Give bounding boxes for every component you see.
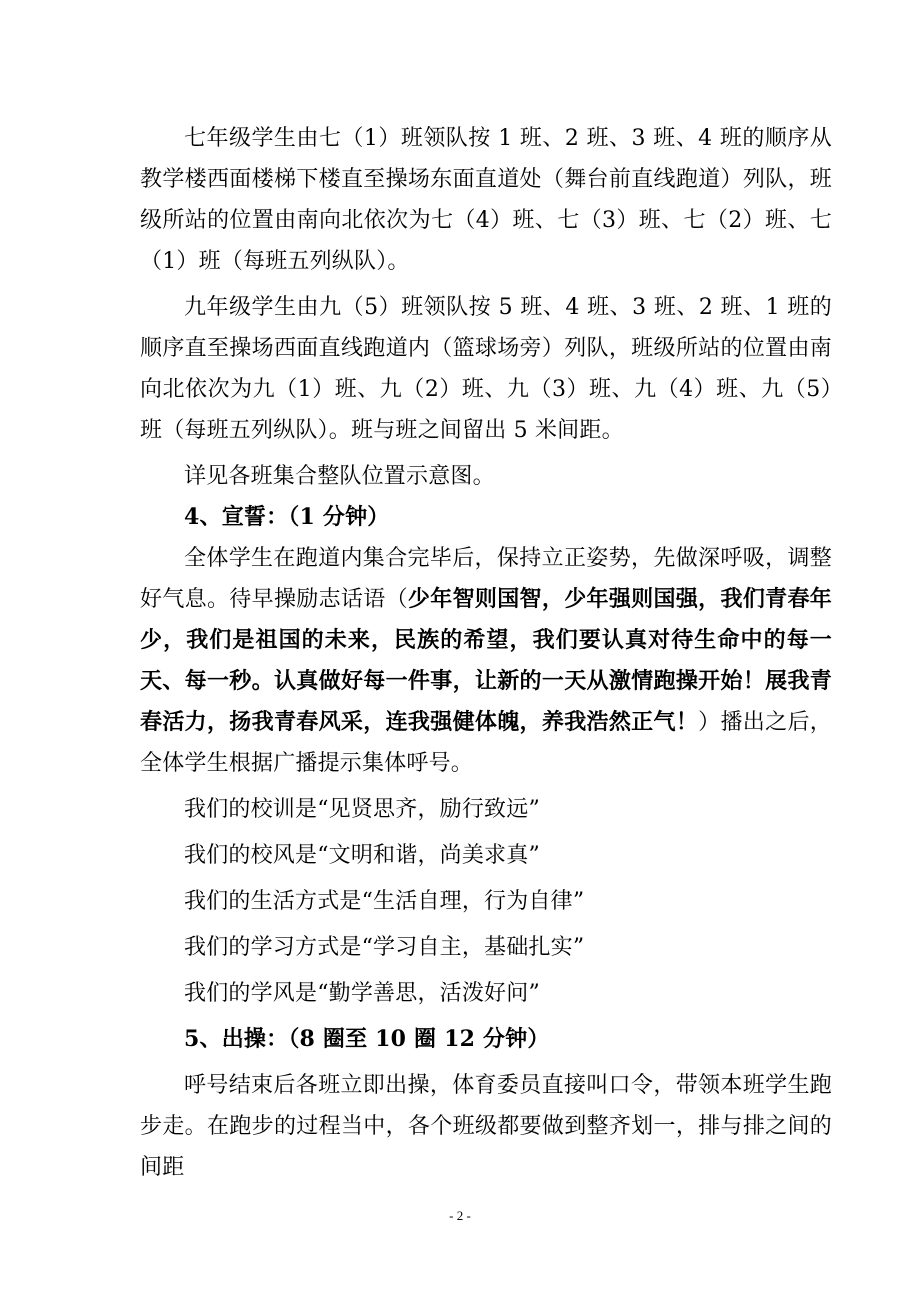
page-number: - 2 - (449, 1208, 471, 1223)
paragraph-see-diagram: 详见各班集合整队位置示意图。 (184, 464, 495, 489)
paragraph-grade7-assembly: 七年级学生由七（1）班领队按 1 班、2 班、3 班、4 班的顺序从教学楼西面楼梯下楼直至操场东面直道处（舞台前直线跑道）列队，班级所站的位置由南向北依次为七（4）班、七（3）班、七（2）班、七（1）班（每班五列纵队）。 (140, 126, 832, 274)
life-style-line: 我们的生活方式是“生活自理，行为自律” (184, 889, 585, 914)
oath-intro-text: 全体学生在跑道内集合完毕后，保持立正姿势，先做深呼吸，调整好气息。待早操励志话语（ (140, 546, 832, 612)
school-style-line: 我们的校风是“文明和谐，尚美求真” (184, 843, 540, 868)
paragraph-section5-body: 呼号结束后各班立即出操，体育委员直接叫口令，带领本班学生跑步走。在跑步的过程当中，各个班级都要做到整齐划一，排与排之间的间距 (140, 1073, 832, 1180)
school-motto-line: 我们的校训是“见贤思齐，励行致远” (184, 797, 540, 822)
section-5-heading-label: 5、出操： (184, 1026, 289, 1052)
oath-motivational-text: 少年智则国智，少年强则国强，我们青春年少，我们是祖国的未来，民族的希望，我们要认真对待生命中的每一天、每一秒。认真做好每一件事，让新的一天从激情跑操开始！展我青春活力，扬我青春风采，连我强健体魄，养我浩然正气！ (140, 587, 832, 735)
section-5-heading (140, 1019, 832, 1060)
oath-intro-after-text: ）播出之后，全体学生根据广播提示集体呼号。 (140, 710, 832, 776)
paragraph-oath-intro (140, 538, 832, 784)
paragraph-grade9-assembly: 九年级学生由九（5）班领队按 5 班、4 班、3 班、2 班、1 班的顺序直至操场西面直线跑道内（篮球场旁）列队，班级所站的位置由南向北依次为九（1）班、九（2）班、九（3）班、九（4）班、九（5）班（每班五列纵队）。班与班之间留出 5 米间距。 (140, 295, 832, 443)
section-4-heading: 4、宣誓：（1 分钟） (184, 504, 390, 530)
learning-style-line: 我们的学风是“勤学善思，活泼好问” (184, 981, 540, 1006)
document-body (140, 118, 832, 1188)
study-style-line: 我们的学习方式是“学习自主，基础扎实” (184, 935, 585, 960)
section-5-heading-duration: （8 圈至 10 圈 12 分钟） (288, 1026, 550, 1052)
